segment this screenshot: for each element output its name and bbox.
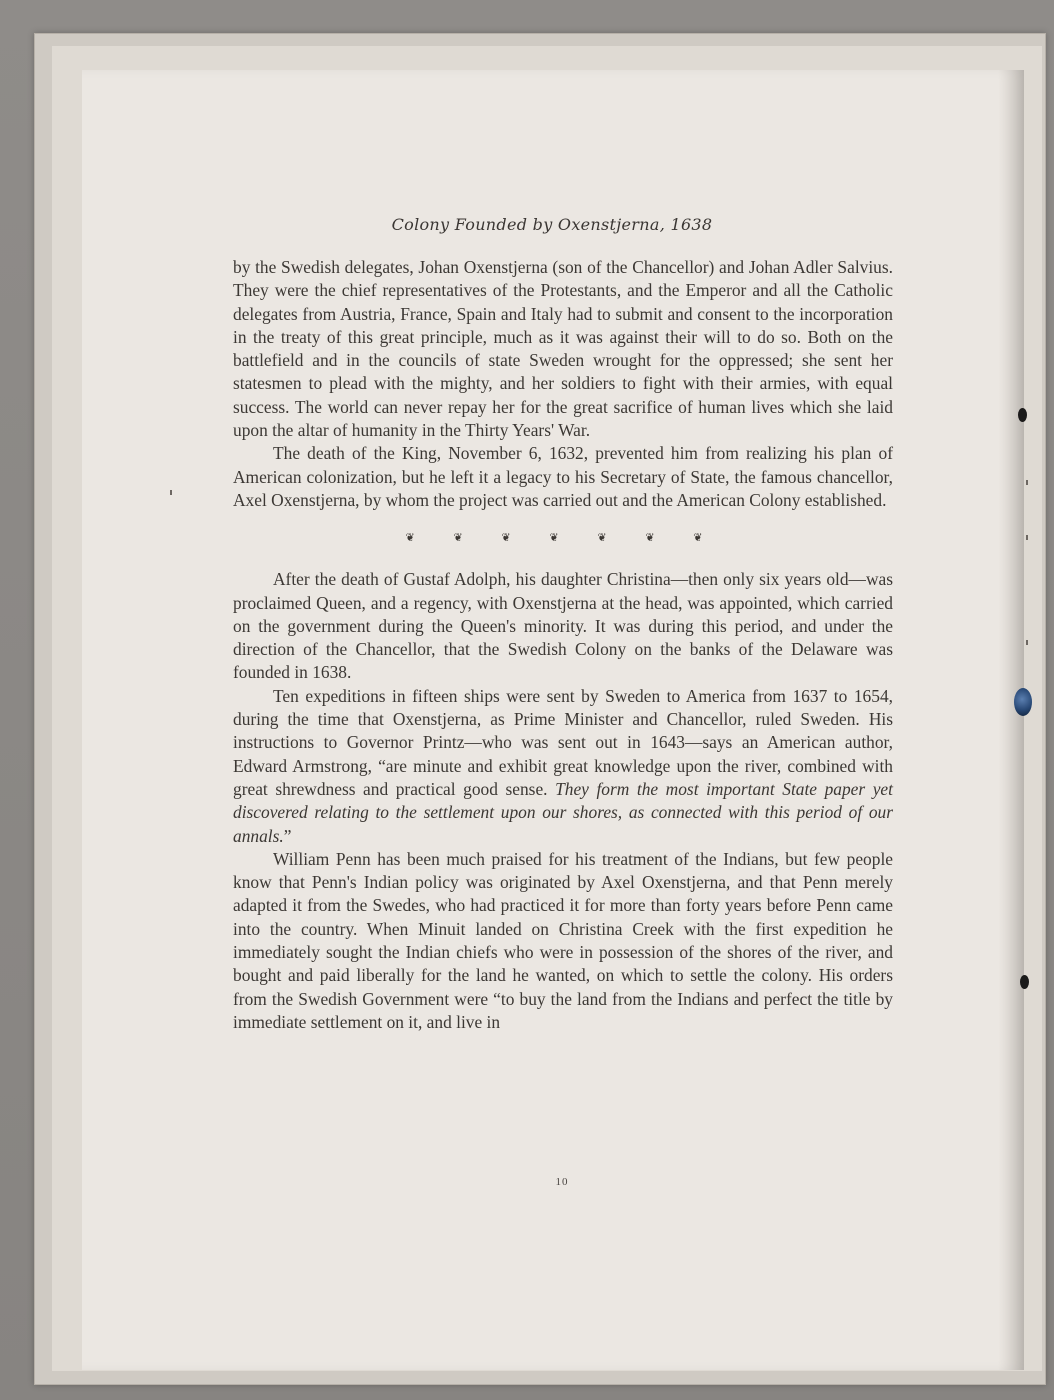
- page-sheet: [82, 70, 1024, 1370]
- section-ornament-divider: ❦ ❦ ❦ ❦ ❦ ❦ ❦: [405, 532, 721, 545]
- paragraph-william-penn: William Penn has been much praised for his treatment of the Indians, but few people know that Penn's Indian policy was originated by Axel Oxenstjerna, and that Penn merely adapted it from the Swedes, who had practiced it for more than forty years before Penn came into the country. When Minuit landed on Christina Creek with the first expedition he immediately sought the Indian chiefs who were in possession of the shores of the river, and bought and paid liberally for the land he wanted, on which to settle the colony. His orders from the Swedish Government were “to buy the land from the Indians and perfect the title by immediate settlement on it, and live in: [233, 848, 893, 1032]
- running-head: Colony Founded by Oxenstjerna, 1638: [391, 215, 713, 234]
- paper-speck: [1026, 480, 1028, 485]
- paragraph-ten-expeditions-text: Ten expeditions in fifteen ships were sent by Sweden to America from 1637 to 1654, during the time that Oxenstjerna, as Prime Minister and Chancellor, ruled Sweden. His instructions to Governor Printz—who was sent out in 1643—says an American author, Edward Armstrong, “are minute and exhibit great knowledge upon the river, combined with great shrewdness and practical good sense.: [233, 685, 893, 799]
- paper-speck: [170, 490, 172, 495]
- page-number: 10: [555, 1176, 569, 1188]
- paper-speck: [1026, 640, 1028, 645]
- italic-quotation: They form the most important State paper yet discovered relating to the settlement upon our shores, as connected with this period of our annals.: [233, 778, 893, 846]
- paragraph-christina-regency: After the death of Gustaf Adolph, his daughter Christina—then only six years old—was proclaimed Queen, and a regency, with Oxenstjerna at the head, was appointed, which carried on the government during the Queen's minority. It was during this period, and under the direction of the Chancellor, that the Swedish Colony on the banks of the Delaware was founded in 1638.: [233, 569, 893, 683]
- binding-hole-mark: [1020, 975, 1029, 989]
- paragraph-death-of-king: The death of the King, November 6, 1632, prevented him from realizing his plan of American colonization, but he left it a legacy to his Secretary of State, the famous chancellor, Axel Oxenstjerna, by whom the project was carried out and the American Colony established.: [233, 443, 893, 510]
- binding-hole-mark: [1018, 408, 1027, 422]
- closing-quote: ”: [283, 825, 292, 846]
- paper-speck: [1026, 535, 1028, 540]
- binding-gutter-shadow: [998, 70, 1024, 1370]
- paragraph-continuation: by the Swedish delegates, Johan Oxenstjerna (son of the Chancellor) and Johan Adler Salvius. They were the chief representatives of the Protestants, and the Emperor and all the Catholic delegates from Austria, France, Spain and Italy had to submit and consent to the incorporation in the treaty of this great principle, much as it was against their will to do so. Both on the battlefield and in the councils of state Sweden wrought for the oppressed; she sent her statesmen to plead with the mighty, and her soldiers to fight with their armies, with equal success. The world can never repay her for the great sacrifice of human lives which she laid upon the altar of humanity in the Thirty Years' War.: [233, 257, 893, 441]
- paragraph-ten-expeditions: [233, 685, 893, 848]
- body-text: [233, 256, 893, 1034]
- blue-stain-mark: [1014, 688, 1032, 716]
